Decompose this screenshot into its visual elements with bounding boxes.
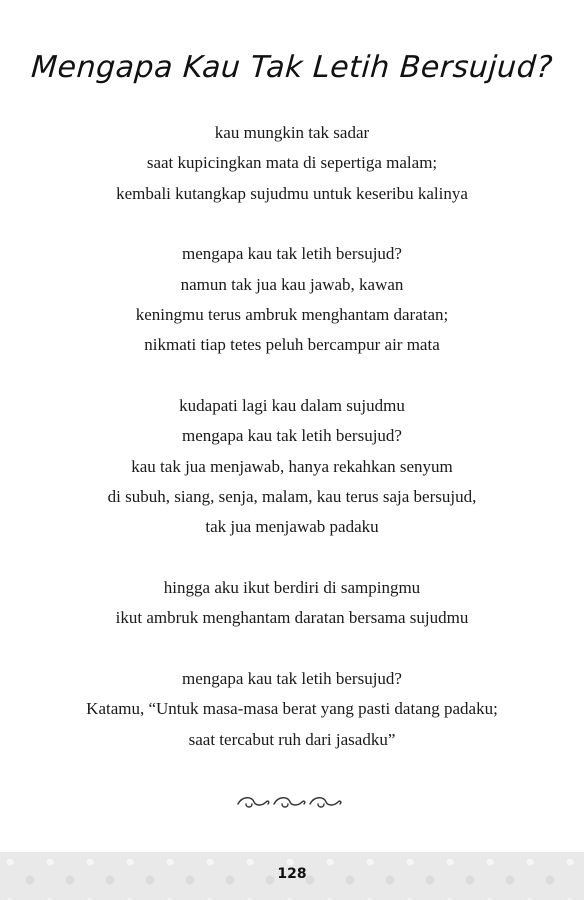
stanza-2 [0, 239, 584, 361]
poem-title: Mengapa Kau Tak Letih Bersujud? [30, 50, 554, 85]
poem-line: Katamu, “Untuk masa-masa berat yang pasti datang padaku; [86, 699, 498, 719]
stanza-4 [0, 573, 584, 634]
stanza-3 [0, 391, 584, 543]
poem-line: keningmu terus ambruk menghantam daratan; [135, 305, 449, 325]
poem-line: kembali kutangkap sujudmu untuk keseribu kalinya [116, 183, 468, 203]
poem-line: mengapa kau tak letih bersujud? [182, 668, 402, 688]
poem-line: mengapa kau tak letih bersujud? [182, 244, 402, 264]
poem-line: kudapati lagi kau dalam sujudmu [179, 395, 405, 415]
poem-line: saat kupicingkan mata di sepertiga malam; [146, 153, 438, 173]
poem-line: ikut ambruk menghantam daratan bersama sujudmu [115, 608, 469, 628]
poem-line: hingga aku ikut berdiri di sampingmu [163, 577, 421, 597]
poem-line: nikmati tiap tetes peluh bercampur air mata [144, 335, 440, 355]
poem-line: tak jua menjawab padaku [205, 517, 379, 537]
poem-line: kau tak jua menjawab, hanya rekahkan senyum [131, 456, 453, 476]
flourish-ornament-icon [232, 790, 352, 812]
poem-line: kau mungkin tak sadar [214, 123, 370, 142]
page-number: 128 [277, 866, 307, 882]
poem-line: di subuh, siang, senja, malam, kau terus saja bersujud, [107, 487, 477, 507]
poem-line: mengapa kau tak letih bersujud? [182, 426, 402, 446]
poem-body [0, 118, 584, 755]
stanza-1 [0, 118, 584, 209]
poem-line: namun tak jua kau jawab, kawan [180, 274, 404, 294]
stanza-5 [0, 664, 584, 755]
poem-line: saat tercabut ruh dari jasadku” [188, 729, 396, 749]
